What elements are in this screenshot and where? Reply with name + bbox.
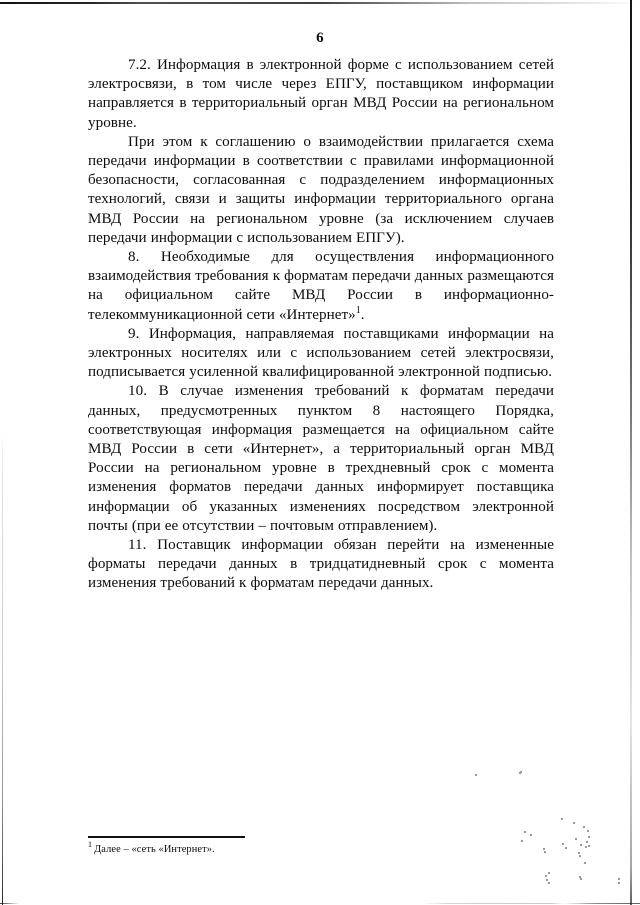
scan-edge-right-artifact: [630, 0, 632, 905]
footnote-number: 1: [88, 840, 93, 850]
scan-edge-left-artifact: [2, 430, 3, 905]
paragraph-item-8: [88, 248, 554, 325]
paragraph-item-8-text-tail: .: [360, 306, 365, 323]
paragraph-item-11: 11. Поставщик информации обязан перейти на измененные форматы передачи данных в тридцатидневный срок с момента изменения требований к форматам передачи данных.: [88, 537, 554, 592]
scan-edge-top-artifact: [0, 2, 640, 4]
paragraph-item-8-text: 8. Необходимые для осуществления информационного взаимодействия требования к форматам передачи данных размещаются на официальном сайте МВД России в информационно-телекоммуникационной сети «Интернет»: [88, 249, 554, 323]
footnote-separator-rule: [88, 836, 245, 838]
scan-edge-bottom-artifact: [0, 903, 640, 904]
document-body: [88, 56, 554, 594]
paragraph-item-7-2: 7.2. Информация в электронной форме с использованием сетей электросвязи, в том числе через ЕПГУ, поставщиком информации направляется в территориальный орган МВД России на региональном уровне.: [88, 57, 554, 131]
paragraph-item-9: 9. Информация, направляемая поставщиками информации на электронных носителях или с использованием сетей электросвязи, подписывается усиленной квалифицированной электронной подписью.: [88, 325, 554, 381]
footnote-body: Далее – «сеть «Интернет».: [94, 843, 215, 855]
footnote-reference-marker: 1: [355, 304, 361, 316]
footnote-block: [88, 836, 554, 856]
paragraph-item-10: 10. В случае изменения требований к форматам передачи данных, предусмотренных пунктом 8 настоящего Порядка, соответствующая информация размещается на официальном сайте МВД России в сети «Интернет», а территориальный орган МВД России на региональном уровне в трехдневный срок с момента изменения форматов передачи данных информирует поставщика информации об указанных изменениях посредством электронной почты (при ее отсутствии – почтовым отправлением).: [88, 383, 554, 534]
page-number: 6: [316, 30, 324, 46]
footnote-text: [88, 840, 554, 856]
paragraph-item-7-2-continuation: При этом к соглашению о взаимодействии прилагается схема передачи информации в соответствии с правилами информационной безопасности, согласованная с подразделением информационных технологий, связи и защиты информации территориального органа МВД России на региональном уровне (за исключением случаев передачи информации с использованием ЕПГУ).: [88, 133, 554, 246]
